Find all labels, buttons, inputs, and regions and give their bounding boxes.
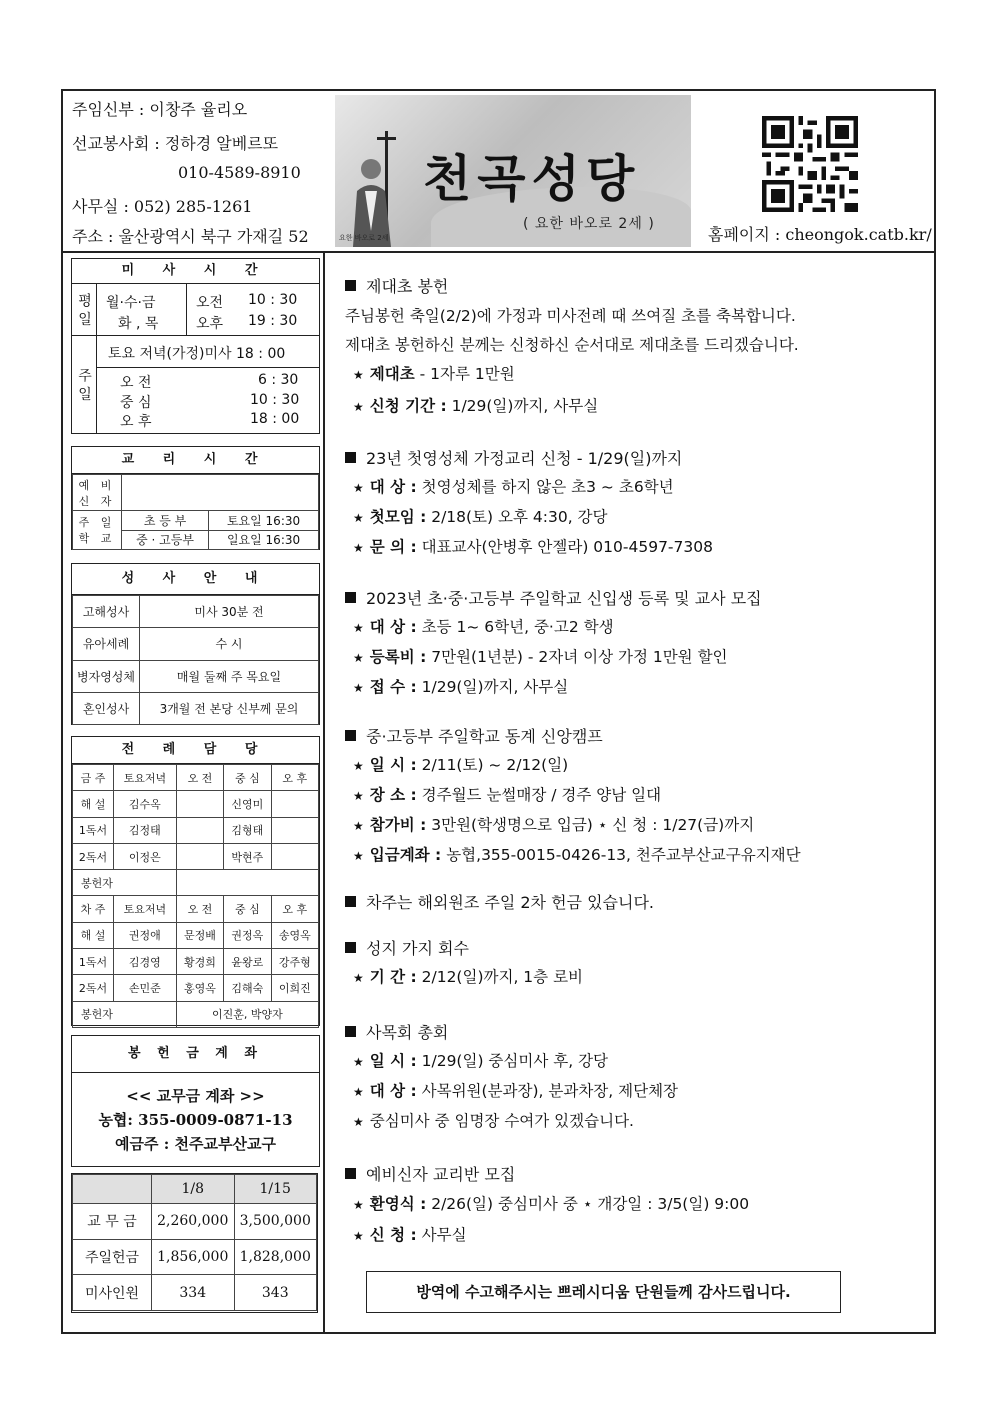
notice-section (345, 276, 930, 436)
square-bullet-icon (345, 452, 356, 463)
notice-bullet-label: 대 상 : (369, 618, 417, 636)
notice-bullet-text: 첫영성체를 하지 않은 초3 ~ 초6학년 (416, 478, 674, 496)
notice-bullet-label: 입금계좌 : (369, 846, 442, 864)
star-bullet-icon: ★ (353, 1229, 364, 1243)
star-bullet-icon: ★ (353, 789, 364, 803)
star-bullet-icon: ★ (353, 400, 364, 414)
council-phone: 010-4589-8910 (178, 163, 301, 182)
mass-times-box (71, 258, 320, 434)
notice-bullet-text: 7만원(1년분) - 2자녀 이상 가정 1만원 할인 (426, 648, 728, 666)
sunday-time-3: 18 : 00 (250, 411, 300, 427)
square-bullet-icon (345, 942, 356, 953)
weekday-days-2: 화 , 목 (118, 316, 159, 332)
office-phone: 사무실 : 052) 285-1261 (72, 197, 253, 216)
notice-bullet-text: 2/26(일) 중심미사 중 ⋆ 개강일 : 3/5(일) 9:00 (426, 1195, 750, 1213)
notice-section (345, 1164, 930, 1254)
star-bullet-icon: ★ (353, 971, 364, 985)
star-bullet-icon: ★ (353, 1085, 364, 1099)
finance-table (72, 1174, 317, 1311)
thanks-box: 방역에 수고해주시는 쁘레시디움 단원들께 감사드립니다. (366, 1271, 841, 1313)
weekday-days-1: 월·수·금 (106, 295, 156, 311)
liturgy-cell: 오 후 (271, 765, 318, 791)
liturgy-offering-value: 이진훈, 박양자 (176, 1001, 318, 1027)
star-bullet-icon: ★ (353, 1198, 364, 1212)
finance-cell: 334 (152, 1275, 235, 1311)
notice-section (345, 892, 930, 938)
notice-bullet-label: 제대초 (369, 365, 415, 383)
star-bullet-icon: ★ (353, 541, 364, 555)
homepage-link[interactable]: 홈페이지 : cheongok.catb.kr/ (708, 225, 932, 244)
school-time-1: 토요일 16:30 (209, 511, 319, 531)
notice-title: 제대초 봉헌 (366, 277, 449, 296)
square-bullet-icon (345, 896, 356, 907)
liturgy-cell: 중 심 (224, 765, 271, 791)
finance-cell (73, 1175, 152, 1204)
notice-title: 차주는 해외원조 주일 2차 헌금 있습니다. (366, 893, 654, 912)
notice-title: 2023년 초·중·고등부 주일학교 신입생 등록 및 교사 모집 (366, 589, 762, 608)
notice-title: 예비신자 교리반 모집 (366, 1165, 516, 1184)
notices-column (345, 276, 930, 1254)
liturgy-cell: 김수옥 (114, 791, 177, 817)
saturday-mass: 토요 저녁(가정)미사 18 : 00 (108, 346, 286, 362)
notice-bullet-text: 경주월드 눈썰매장 / 경주 양남 일대 (416, 786, 662, 804)
notice-bullet-text: 초등 1~ 6학년, 중·고2 학생 (416, 618, 614, 636)
sacrament-name: 고해성사 (73, 596, 140, 628)
catechumen-label: 예 비 신 자 (73, 475, 122, 511)
liturgy-offering-value (176, 870, 318, 896)
liturgy-cell: 홍영옥 (176, 975, 223, 1001)
star-bullet-icon: ★ (353, 759, 364, 773)
liturgy-cell (271, 817, 318, 843)
weekday-period-2: 오후 (196, 316, 224, 332)
star-bullet-icon: ★ (353, 819, 364, 833)
notice-title: 23년 첫영성체 가정교리 신청 - 1/29(일)까지 (366, 449, 683, 468)
patron-saint: ( 요한 바오로 2세 ) (523, 216, 655, 232)
star-bullet-icon: ★ (353, 621, 364, 635)
council-info: 선교봉사회 : 정하경 알베르또 (72, 134, 279, 153)
liturgy-cell (271, 843, 318, 869)
school-group-2: 중 · 고등부 (122, 530, 209, 550)
notice-section (345, 938, 930, 1022)
school-label: 주 일 학 교 (73, 511, 122, 550)
notice-bullet-text: 1/29(일) 중심미사 후, 강당 (416, 1052, 609, 1070)
star-bullet-icon: ★ (353, 849, 364, 863)
weekday-period-1: 오전 (196, 295, 224, 311)
sacrament-value: 매월 둘째 주 목요일 (140, 660, 319, 692)
finance-cell: 2,260,000 (152, 1203, 235, 1239)
notice-bullet-text: 1/29(일)까지, 사무실 (416, 678, 569, 696)
notice-bullet-text: 2/11(토) ~ 2/12(일) (416, 756, 569, 774)
sacrament-name: 유아세례 (73, 628, 140, 660)
notice-line: 주님봉헌 축일(2/2)에 가정과 미사전례 때 쓰여질 초를 축복합니다. (345, 307, 796, 325)
notice-section (345, 448, 930, 588)
liturgy-cell: 금 주 (73, 765, 114, 791)
sacraments-table (72, 595, 319, 725)
liturgy-cell: 윤왕로 (224, 949, 271, 975)
weekday-label: 평 일 (72, 283, 97, 336)
liturgy-cell: 문정배 (176, 922, 223, 948)
finance-cell: 1/15 (234, 1175, 317, 1204)
weekday-time-1: 10 : 30 (248, 292, 298, 308)
header-divider (61, 251, 936, 253)
weekday-time-2: 19 : 30 (248, 313, 298, 329)
finance-cell: 343 (234, 1275, 317, 1311)
sunday-time-1: 6 : 30 (258, 372, 299, 388)
catechism-title: 교 리 시 간 (72, 447, 319, 474)
notice-section (345, 588, 930, 726)
notice-section (345, 1022, 930, 1164)
pope-figure-icon (347, 131, 409, 247)
notice-title: 성지 가지 회수 (366, 939, 469, 958)
liturgy-cell: 중 심 (224, 896, 271, 922)
sacraments-title: 성 사 안 내 (72, 564, 319, 595)
liturgy-cell: 이희진 (271, 975, 318, 1001)
finance-cell: 주일헌금 (73, 1239, 152, 1275)
liturgy-cell: 손민준 (114, 975, 177, 1001)
liturgy-offering-label: 봉헌자 (73, 870, 177, 896)
finance-cell: 3,500,000 (234, 1203, 317, 1239)
notice-bullet-label: 대 상 : (369, 1082, 417, 1100)
notice-bullet-label: 장 소 : (369, 786, 417, 804)
notice-bullet-label: 첫모임 : (369, 508, 427, 526)
notice-bullet-label: 접 수 : (369, 678, 417, 696)
notice-bullet-label: 대 상 : (369, 478, 417, 496)
star-bullet-icon: ★ (353, 368, 364, 382)
liturgy-cell: 김정태 (114, 817, 177, 843)
liturgy-cell: 김해숙 (224, 975, 271, 1001)
liturgy-cell (271, 791, 318, 817)
sunday-period-1: 오 전 (120, 375, 152, 391)
school-group-1: 초 등 부 (122, 511, 209, 531)
finance-box (71, 1173, 318, 1313)
star-bullet-icon: ★ (353, 481, 364, 495)
liturgy-offering-label: 봉헌자 (73, 1001, 177, 1027)
liturgy-cell: 차 주 (73, 896, 114, 922)
notice-section (345, 726, 930, 892)
liturgy-cell: 2독서 (73, 975, 114, 1001)
star-bullet-icon: ★ (353, 511, 364, 525)
star-bullet-icon: ★ (353, 1115, 364, 1129)
notice-bullet-text: 사무실 (416, 1226, 467, 1244)
liturgy-title: 전 례 담 당 (72, 737, 319, 764)
liturgy-cell: 2독서 (73, 843, 114, 869)
square-bullet-icon (345, 280, 356, 291)
notice-bullet-label: 문 의 : (369, 538, 417, 556)
liturgy-cell (176, 843, 223, 869)
catechumen-value (122, 475, 319, 511)
donation-box (71, 1035, 320, 1167)
account-title: << 교무금 계좌 >> (126, 1087, 265, 1105)
sacrament-name: 병자영성체 (73, 660, 140, 692)
sacraments-box (71, 563, 320, 725)
star-bullet-icon: ★ (353, 1055, 364, 1069)
column-divider (323, 251, 325, 1334)
church-name: 천곡성당 (423, 150, 641, 208)
finance-cell: 미사인원 (73, 1275, 152, 1311)
notice-bullet-label: 일 시 : (369, 756, 417, 774)
notice-title: 사목회 총회 (366, 1023, 449, 1042)
liturgy-cell: 1독서 (73, 817, 114, 843)
liturgy-cell: 박현주 (224, 843, 271, 869)
liturgy-cell: 이정은 (114, 843, 177, 869)
liturgy-cell: 토요저녁 (114, 765, 177, 791)
sunday-period-3: 오 후 (120, 414, 152, 430)
liturgy-cell: 1독서 (73, 949, 114, 975)
notice-bullet-text: 2/12(일)까지, 1층 로비 (416, 968, 584, 986)
catechism-box (71, 446, 320, 550)
notice-bullet-text: 3만원(학생명으로 입금) ⋆ 신 청 : 1/27(금)까지 (426, 816, 755, 834)
liturgy-table (72, 764, 319, 1028)
liturgy-cell (176, 791, 223, 817)
star-bullet-icon: ★ (353, 651, 364, 665)
notice-bullet-text: 2/18(토) 오후 4:30, 강당 (426, 508, 608, 526)
star-bullet-icon: ★ (353, 681, 364, 695)
liturgy-cell: 오 전 (176, 765, 223, 791)
square-bullet-icon (345, 730, 356, 741)
liturgy-cell: 황경희 (176, 949, 223, 975)
sacrament-name: 혼인성사 (73, 692, 140, 724)
liturgy-cell: 신영미 (224, 791, 271, 817)
donation-title: 봉 헌 금 계 좌 (72, 1036, 319, 1073)
liturgy-cell: 송영옥 (271, 922, 318, 948)
notice-bullet-label: 신 청 : (369, 1226, 417, 1244)
liturgy-cell: 오 전 (176, 896, 223, 922)
qr-code-icon[interactable] (762, 116, 858, 212)
notice-bullet-text: - 1자루 1만원 (414, 365, 515, 383)
account-holder: 예금주 : 천주교부산교구 (115, 1135, 276, 1153)
liturgy-cell (176, 817, 223, 843)
liturgy-cell: 해 설 (73, 922, 114, 948)
notice-bullet-text: 사목위원(분과장), 분과차장, 제단체장 (416, 1082, 679, 1100)
church-address: 주소 : 울산광역시 북구 가재길 52 (72, 227, 309, 246)
sunday-period-2: 중 심 (120, 395, 152, 411)
liturgy-cell: 오 후 (271, 896, 318, 922)
liturgy-cell: 김경영 (114, 949, 177, 975)
sunday-time-2: 10 : 30 (250, 392, 300, 408)
liturgy-cell: 권정옥 (224, 922, 271, 948)
notice-bullet-text: 대표교사(안병후 안젤라) 010-4597-7308 (416, 538, 713, 556)
notice-bullet-label: 환영식 : (369, 1195, 427, 1213)
square-bullet-icon (345, 1026, 356, 1037)
account-number[interactable]: 농협: 355-0009-0871-13 (98, 1111, 293, 1129)
sunday-label: 주 일 (72, 335, 97, 433)
notice-title: 중·고등부 주일학교 동계 신앙캠프 (366, 727, 603, 746)
notice-bullet-text: 1/29(일)까지, 사무실 (446, 397, 599, 415)
notice-bullet-label: 등록비 : (369, 648, 427, 666)
liturgy-cell: 강주형 (271, 949, 318, 975)
catechism-table (72, 474, 319, 550)
church-banner (335, 95, 691, 247)
finance-cell: 1,856,000 (152, 1239, 235, 1275)
finance-cell: 1,828,000 (234, 1239, 317, 1275)
sacrament-value: 미사 30분 전 (140, 596, 319, 628)
sacrament-value: 수 시 (140, 628, 319, 660)
square-bullet-icon (345, 592, 356, 603)
notice-line: 제대초 봉헌하신 분께는 신청하신 순서대로 제대초를 드리겠습니다. (345, 336, 799, 354)
sacrament-value: 3개월 전 본당 신부께 문의 (140, 692, 319, 724)
notice-bullet-label: 일 시 : (369, 1052, 417, 1070)
notice-bullet-text: 중심미사 중 임명장 수여가 있겠습니다. (369, 1112, 634, 1130)
liturgy-cell: 김형태 (224, 817, 271, 843)
finance-cell: 교 무 금 (73, 1203, 152, 1239)
notice-bullet-label: 참가비 : (369, 816, 427, 834)
notice-bullet-label: 기 간 : (369, 968, 417, 986)
finance-cell: 1/8 (152, 1175, 235, 1204)
mass-times-title: 미 사 시 간 (72, 259, 319, 284)
pastor-info: 주임신부 : 이창주 율리오 (72, 100, 248, 119)
notice-bullet-text: 농협,355-0015-0426-13, 천주교부산교구유지재단 (441, 846, 801, 864)
notice-bullet-label: 신청 기간 : (369, 397, 447, 415)
patron-caption: 요한 바오로 2세 (339, 234, 389, 242)
school-time-2: 일요일 16:30 (209, 530, 319, 550)
liturgy-cell: 해 설 (73, 791, 114, 817)
liturgy-cell: 권정애 (114, 922, 177, 948)
liturgy-box (71, 736, 320, 1026)
liturgy-cell: 토요저녁 (114, 896, 177, 922)
square-bullet-icon (345, 1168, 356, 1179)
